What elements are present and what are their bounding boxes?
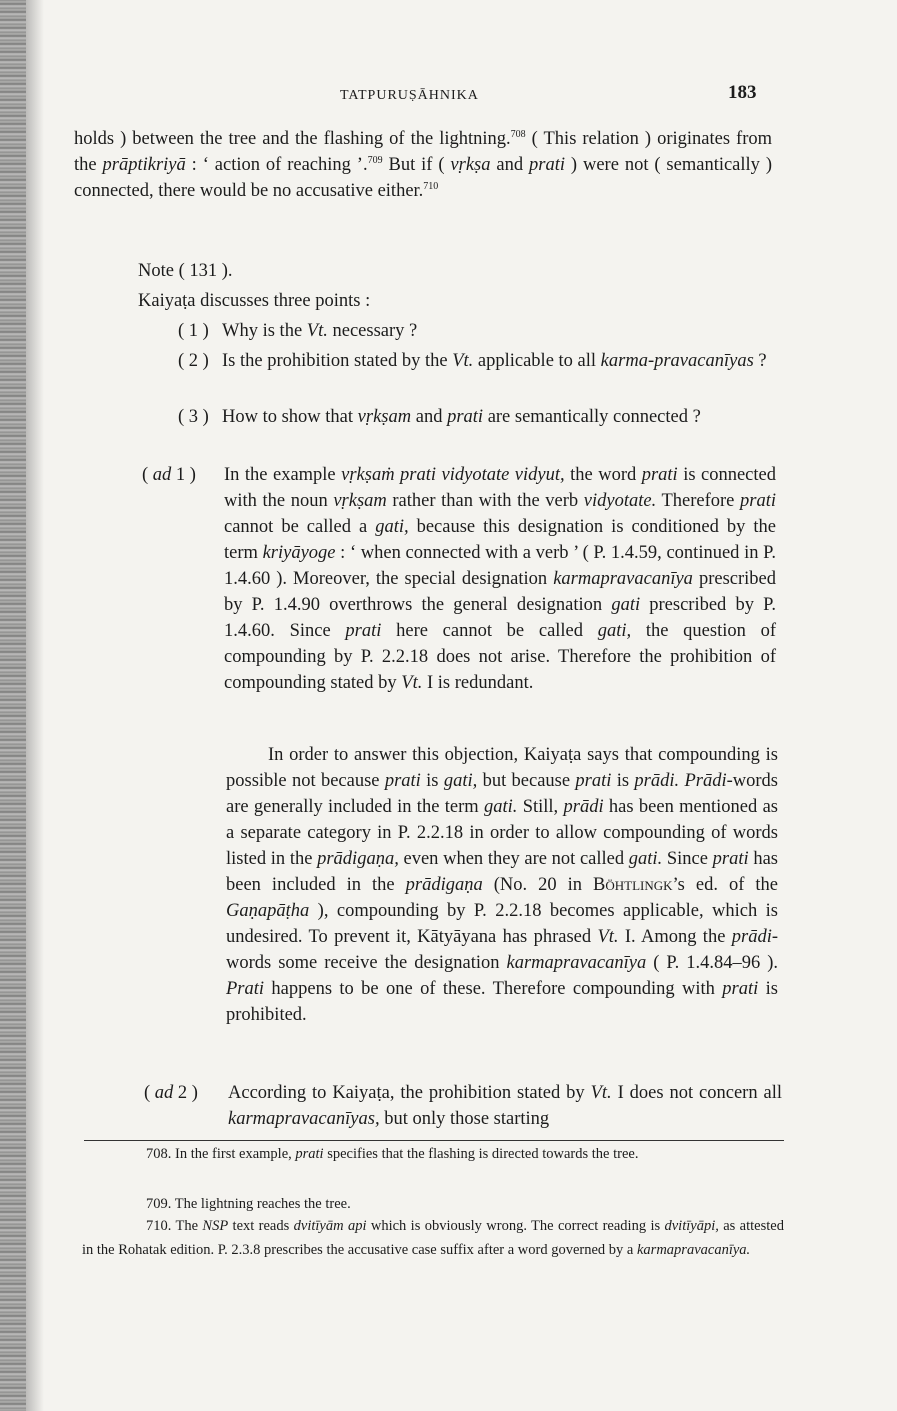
footnote-708: 708. In the first example, prati specifies that the flashing is directed towards the tree. bbox=[146, 1146, 639, 1162]
point-1-label: ( 1 ) bbox=[178, 321, 209, 341]
footnote-ref-710[interactable]: 710 bbox=[423, 180, 439, 192]
point-3-text: How to show that vṛkṣam and prati are semantically connected ? bbox=[222, 407, 701, 427]
ad1-paragraph-1: In the example vṛkṣaṁ prati vidyotate vidyut, the word prati is connected with the noun vṛkṣam rather than with the verb vidyotate. Therefore prati cannot be called a gati, because this designation is conditioned by the term kriyāyoge : ‘ when connected with a verb ’ ( P. 1.4.59, continued in P. 1.4.60 ). Moreover, the special designation karmapravacanīya prescribed by P. 1.4.90 overthrows the general designation gati prescribed by P. 1.4.60. Since prati here cannot be called gati, the question of compounding by P. 2.2.18 does not arise. Therefore the prohibition of compounding stated by Vt. I is redundant. bbox=[224, 465, 776, 693]
footnote-710: 710. The NSP text reads dvitīyām api which is obviously wrong. The correct reading is dvitīyāpi, as attested in the Rohatak edition. P. 2.3.8 prescribes the accusative case suffix after a word governed by a karmapravacanīya. bbox=[82, 1218, 784, 1258]
ad2-paragraph: According to Kaiyaṭa, the prohibition stated by Vt. I does not concern all karmapravacanīyas, but only those starting bbox=[228, 1083, 782, 1129]
binding-shadow bbox=[26, 0, 44, 1411]
note-heading: Note ( 131 ). bbox=[138, 261, 233, 281]
ad1-paragraph-2: In order to answer this objection, Kaiyaṭa says that compounding is possible not because prati is gati, but because prati is prādi. Prādi-words are generally included in the term gati. Still, prādi has been mentioned as a separate category in P. 2.2.18 in order to allow compounding of words listed in the prādigaṇa, even when they are not called gati. Since prati has been included in the prādigaṇa (No. 20 in Böhtlingk’s ed. of the Gaṇapāṭha ), compounding by P. 2.2.18 becomes applicable, which is undesired. To prevent it, Kātyāyana has phrased Vt. I. Among the prādi-words some receive the designation karmapravacanīya ( P. 1.4.84–96 ). Prati happens to be one of these. Therefore compounding with prati is prohibited. bbox=[226, 745, 779, 1025]
point-2-label: ( 2 ) bbox=[178, 351, 209, 371]
intro-paragraph: holds ) between the tree and the flashing of the lightning.$^{708}$ ( This relation ) originates from the prāptikriyā : ‘ action of reaching ’.$^{709}$ But if ( vṛkṣa and prati ) were not ( semantically ) connected, there would be no accusative either.$^{710}$ bbox=[74, 128, 772, 201]
note-lead: Kaiyaṭa discusses three points : bbox=[138, 291, 371, 311]
point-3-label: ( 3 ) bbox=[178, 407, 209, 427]
book-binding-edge bbox=[0, 0, 26, 1411]
point-2-text: Is the prohibition stated by the Vt. applicable to all karma-pravacanīyas ? bbox=[222, 351, 767, 371]
footnote-ref-708[interactable]: 708 bbox=[510, 128, 526, 140]
footnote-divider bbox=[84, 1140, 784, 1141]
footnote-709: 709. The lightning reaches the tree. bbox=[146, 1196, 351, 1212]
ad1-label: ( ad 1 ) bbox=[142, 465, 196, 485]
point-1-text: Why is the Vt. necessary ? bbox=[222, 321, 418, 341]
ad2-label: ( ad 2 ) bbox=[144, 1083, 198, 1103]
footnote-ref-709[interactable]: 709 bbox=[367, 154, 383, 166]
running-title: TATPURUṢĀHNIKA bbox=[340, 88, 479, 103]
page-number: 183 bbox=[728, 82, 757, 103]
